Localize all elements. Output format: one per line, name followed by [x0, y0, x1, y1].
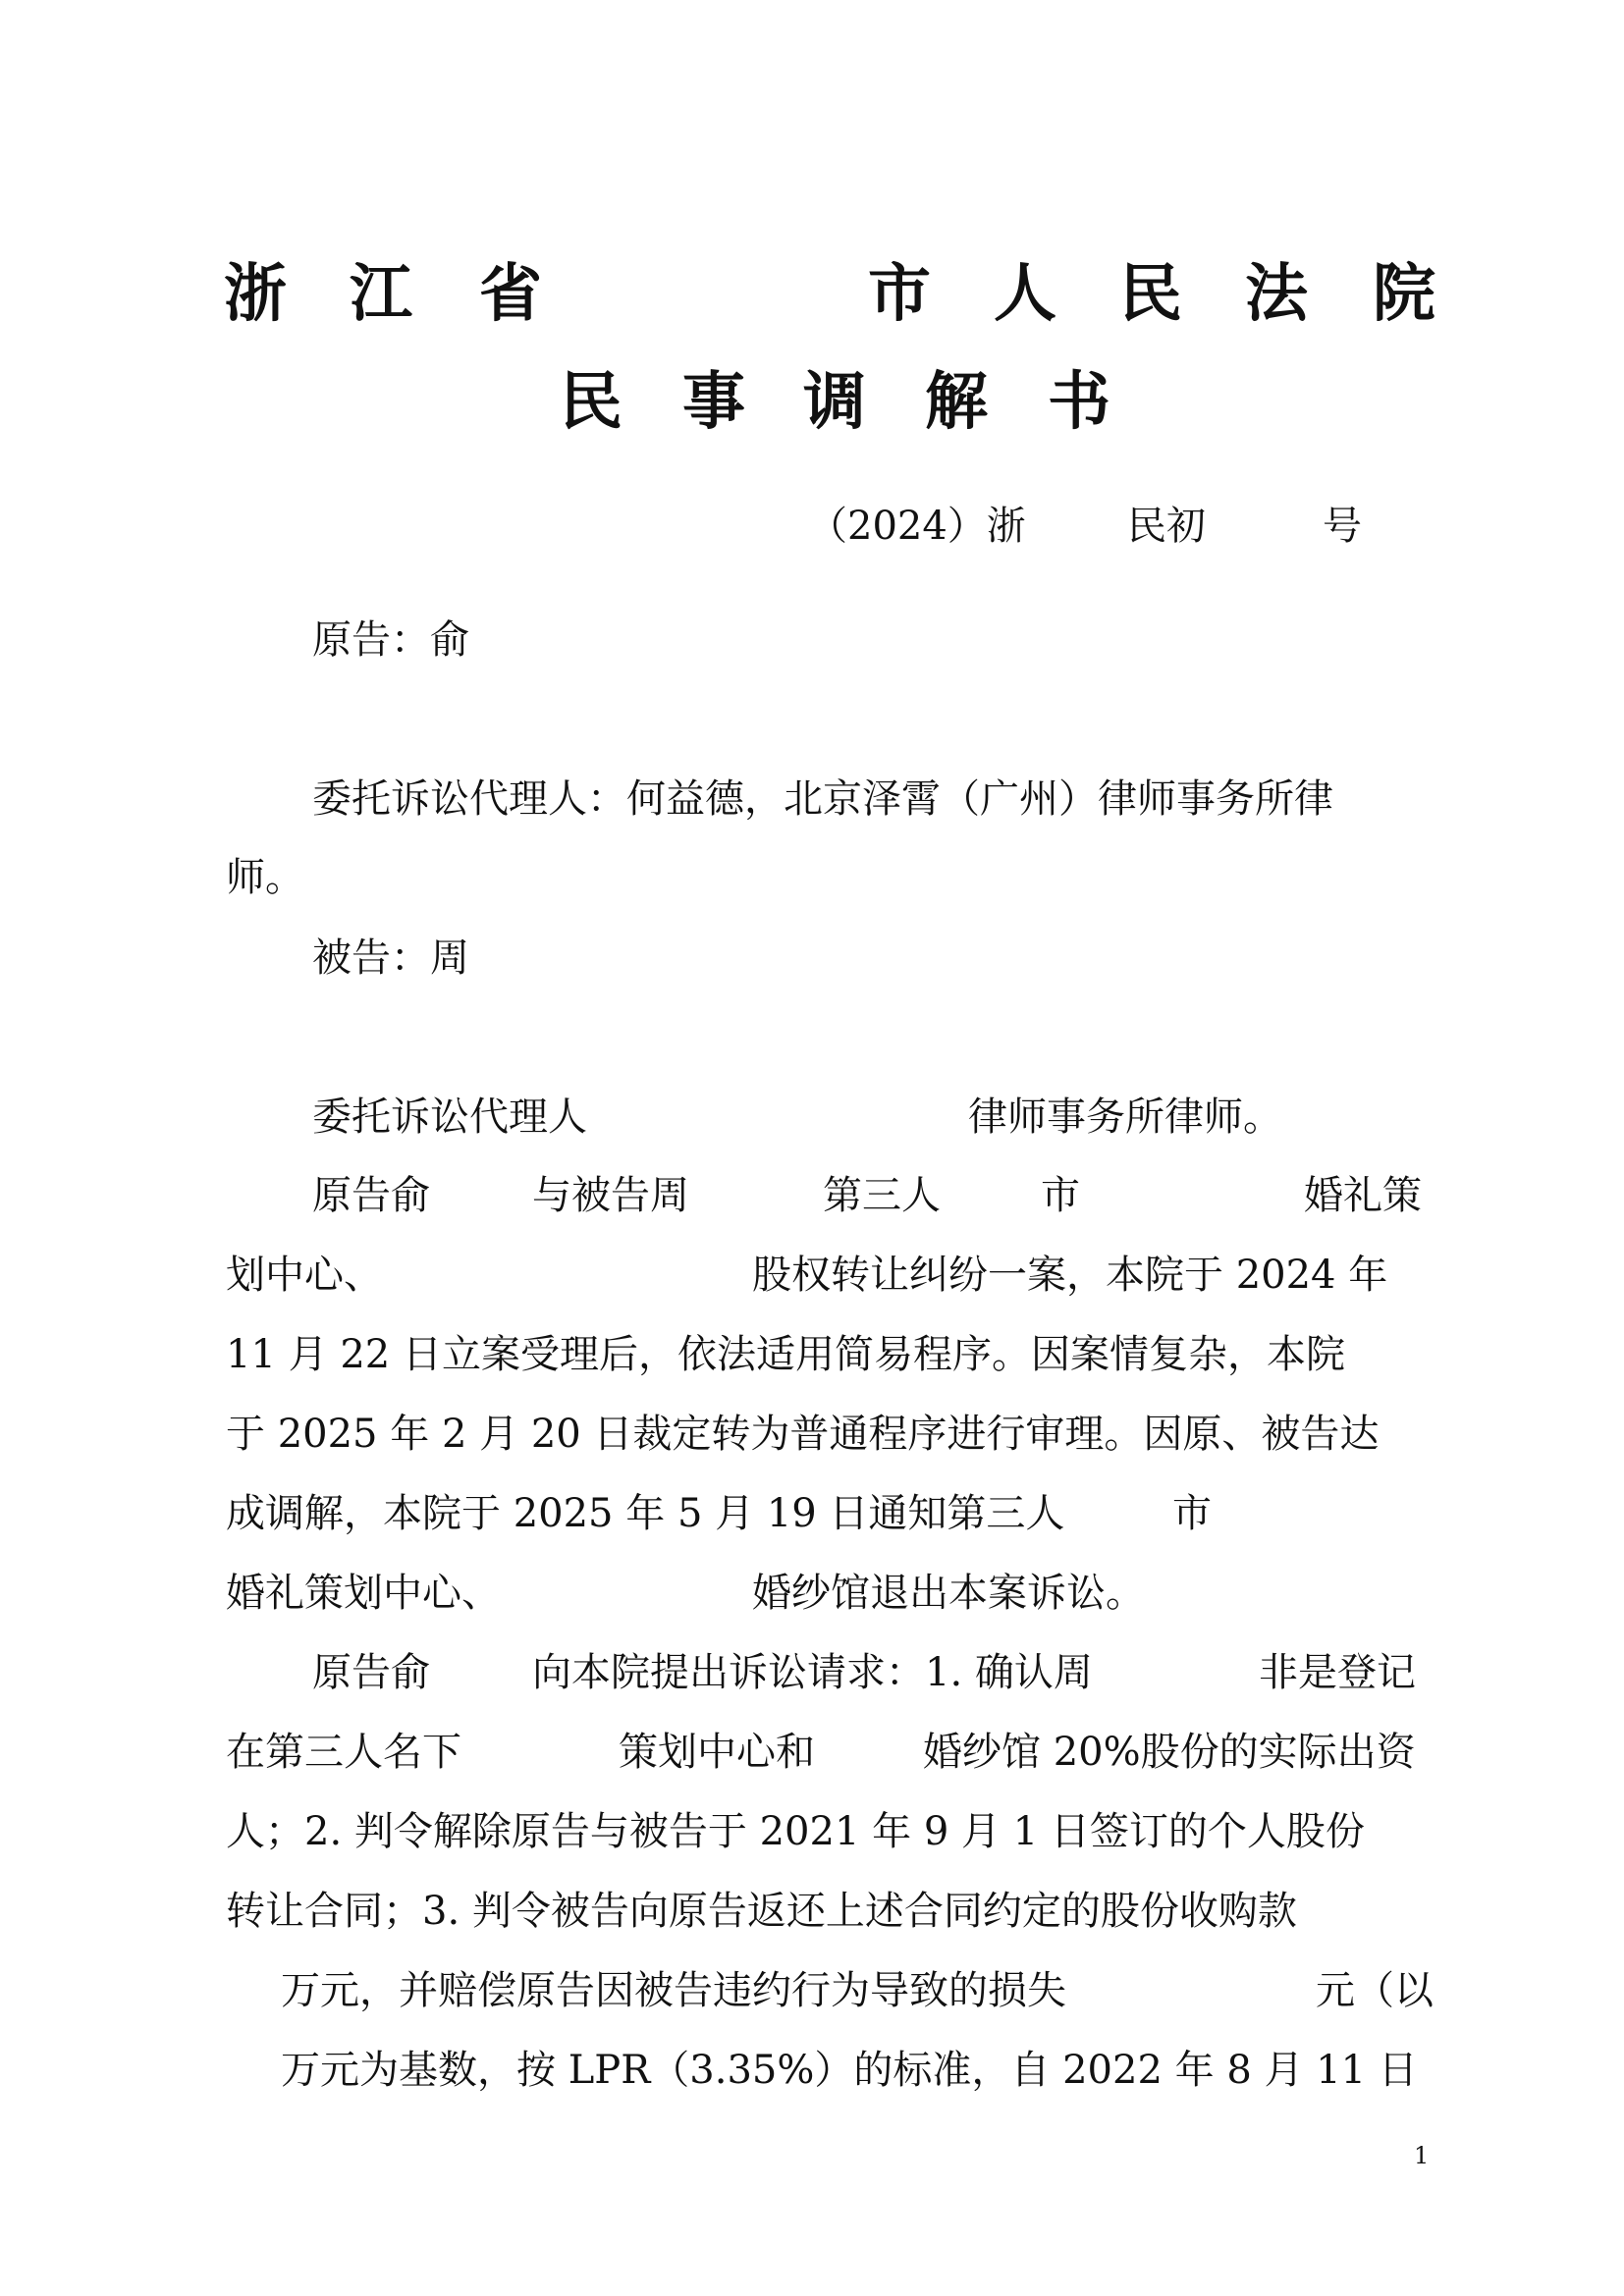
page-number: 1: [1414, 2142, 1430, 2169]
case-number-suffix: 号: [1323, 504, 1362, 549]
plaintiff-agent-line: 委托诉讼代理人：何益德，北京泽霄（广州）律师事务所律: [312, 776, 1333, 822]
document-type-char: 解: [925, 366, 988, 439]
court-name-char: 市: [868, 258, 931, 331]
document-type-char: 事: [682, 366, 745, 439]
claims-text: 向本院提出诉讼请求：1. 确认周: [532, 1650, 1093, 1695]
document-type-char: 民: [560, 366, 623, 439]
plaintiff-agent-line-cont: 师。: [226, 855, 304, 900]
court-name-char: 省: [479, 258, 542, 331]
claims-text: 人；2. 判令解除原告与被告于 2021 年 9 月 1 日签订的个人股份: [226, 1809, 1365, 1854]
case-text: 成调解，本院于 2025 年 5 月 19 日通知第三人: [226, 1491, 1065, 1536]
case-text: 市: [1041, 1173, 1080, 1218]
case-text: 婚礼策划中心、: [226, 1571, 501, 1616]
plaintiff-line: 原告：俞: [312, 617, 469, 663]
court-name-char: 法: [1245, 258, 1308, 331]
case-number-year: （2024）浙: [808, 504, 1026, 549]
claims-text: 转让合同；3. 判令被告向原告返还上述合同约定的股份收购款: [226, 1889, 1297, 1934]
case-text: 划中心、: [226, 1253, 383, 1298]
claims-text: 策划中心和: [619, 1730, 815, 1775]
case-text: 于 2025 年 2 月 20 日裁定转为普通程序进行审理。因原、被告达: [226, 1412, 1380, 1457]
court-name-char: 民: [1119, 258, 1182, 331]
defendant-agent-firm: 律师事务所律师。: [968, 1095, 1282, 1140]
case-text: 股权转让纠纷一案，本院于 2024 年: [752, 1253, 1388, 1298]
case-text: 原告俞: [312, 1173, 430, 1218]
document-type-char: 书: [1048, 366, 1110, 439]
case-number-type: 民初: [1127, 504, 1206, 549]
claims-text: 婚纱馆 20%股份的实际出资: [923, 1730, 1416, 1775]
court-name-char: 人: [994, 258, 1056, 331]
claims-text: 万元，并赔偿原告因被告违约行为导致的损失: [281, 1968, 1066, 2013]
case-text: 婚礼策: [1304, 1173, 1422, 1218]
claims-text: 万元为基数，按 LPR（3.35%）的标准，自 2022 年 8 月 11 日: [281, 2048, 1418, 2093]
case-text: 11 月 22 日立案受理后，依法适用简易程序。因案情复杂，本院: [226, 1332, 1345, 1377]
case-text: 婚纱馆退出本案诉讼。: [752, 1571, 1145, 1616]
case-text: 第三人: [823, 1173, 941, 1218]
claims-text: 元（以: [1316, 1968, 1434, 2013]
court-name-char: 院: [1373, 258, 1435, 331]
case-text: 市: [1172, 1491, 1212, 1536]
document-type-char: 调: [803, 366, 866, 439]
defendant-agent-label: 委托诉讼代理人: [312, 1095, 587, 1140]
court-name-char: 江: [350, 258, 412, 331]
case-text: 与被告周: [532, 1173, 689, 1218]
court-name-char: 浙: [224, 258, 287, 331]
claims-text: 原告俞: [312, 1650, 430, 1695]
defendant-line: 被告：周: [312, 935, 469, 981]
claims-text: 在第三人名下: [226, 1730, 461, 1775]
claims-text: 非是登记: [1259, 1650, 1416, 1695]
